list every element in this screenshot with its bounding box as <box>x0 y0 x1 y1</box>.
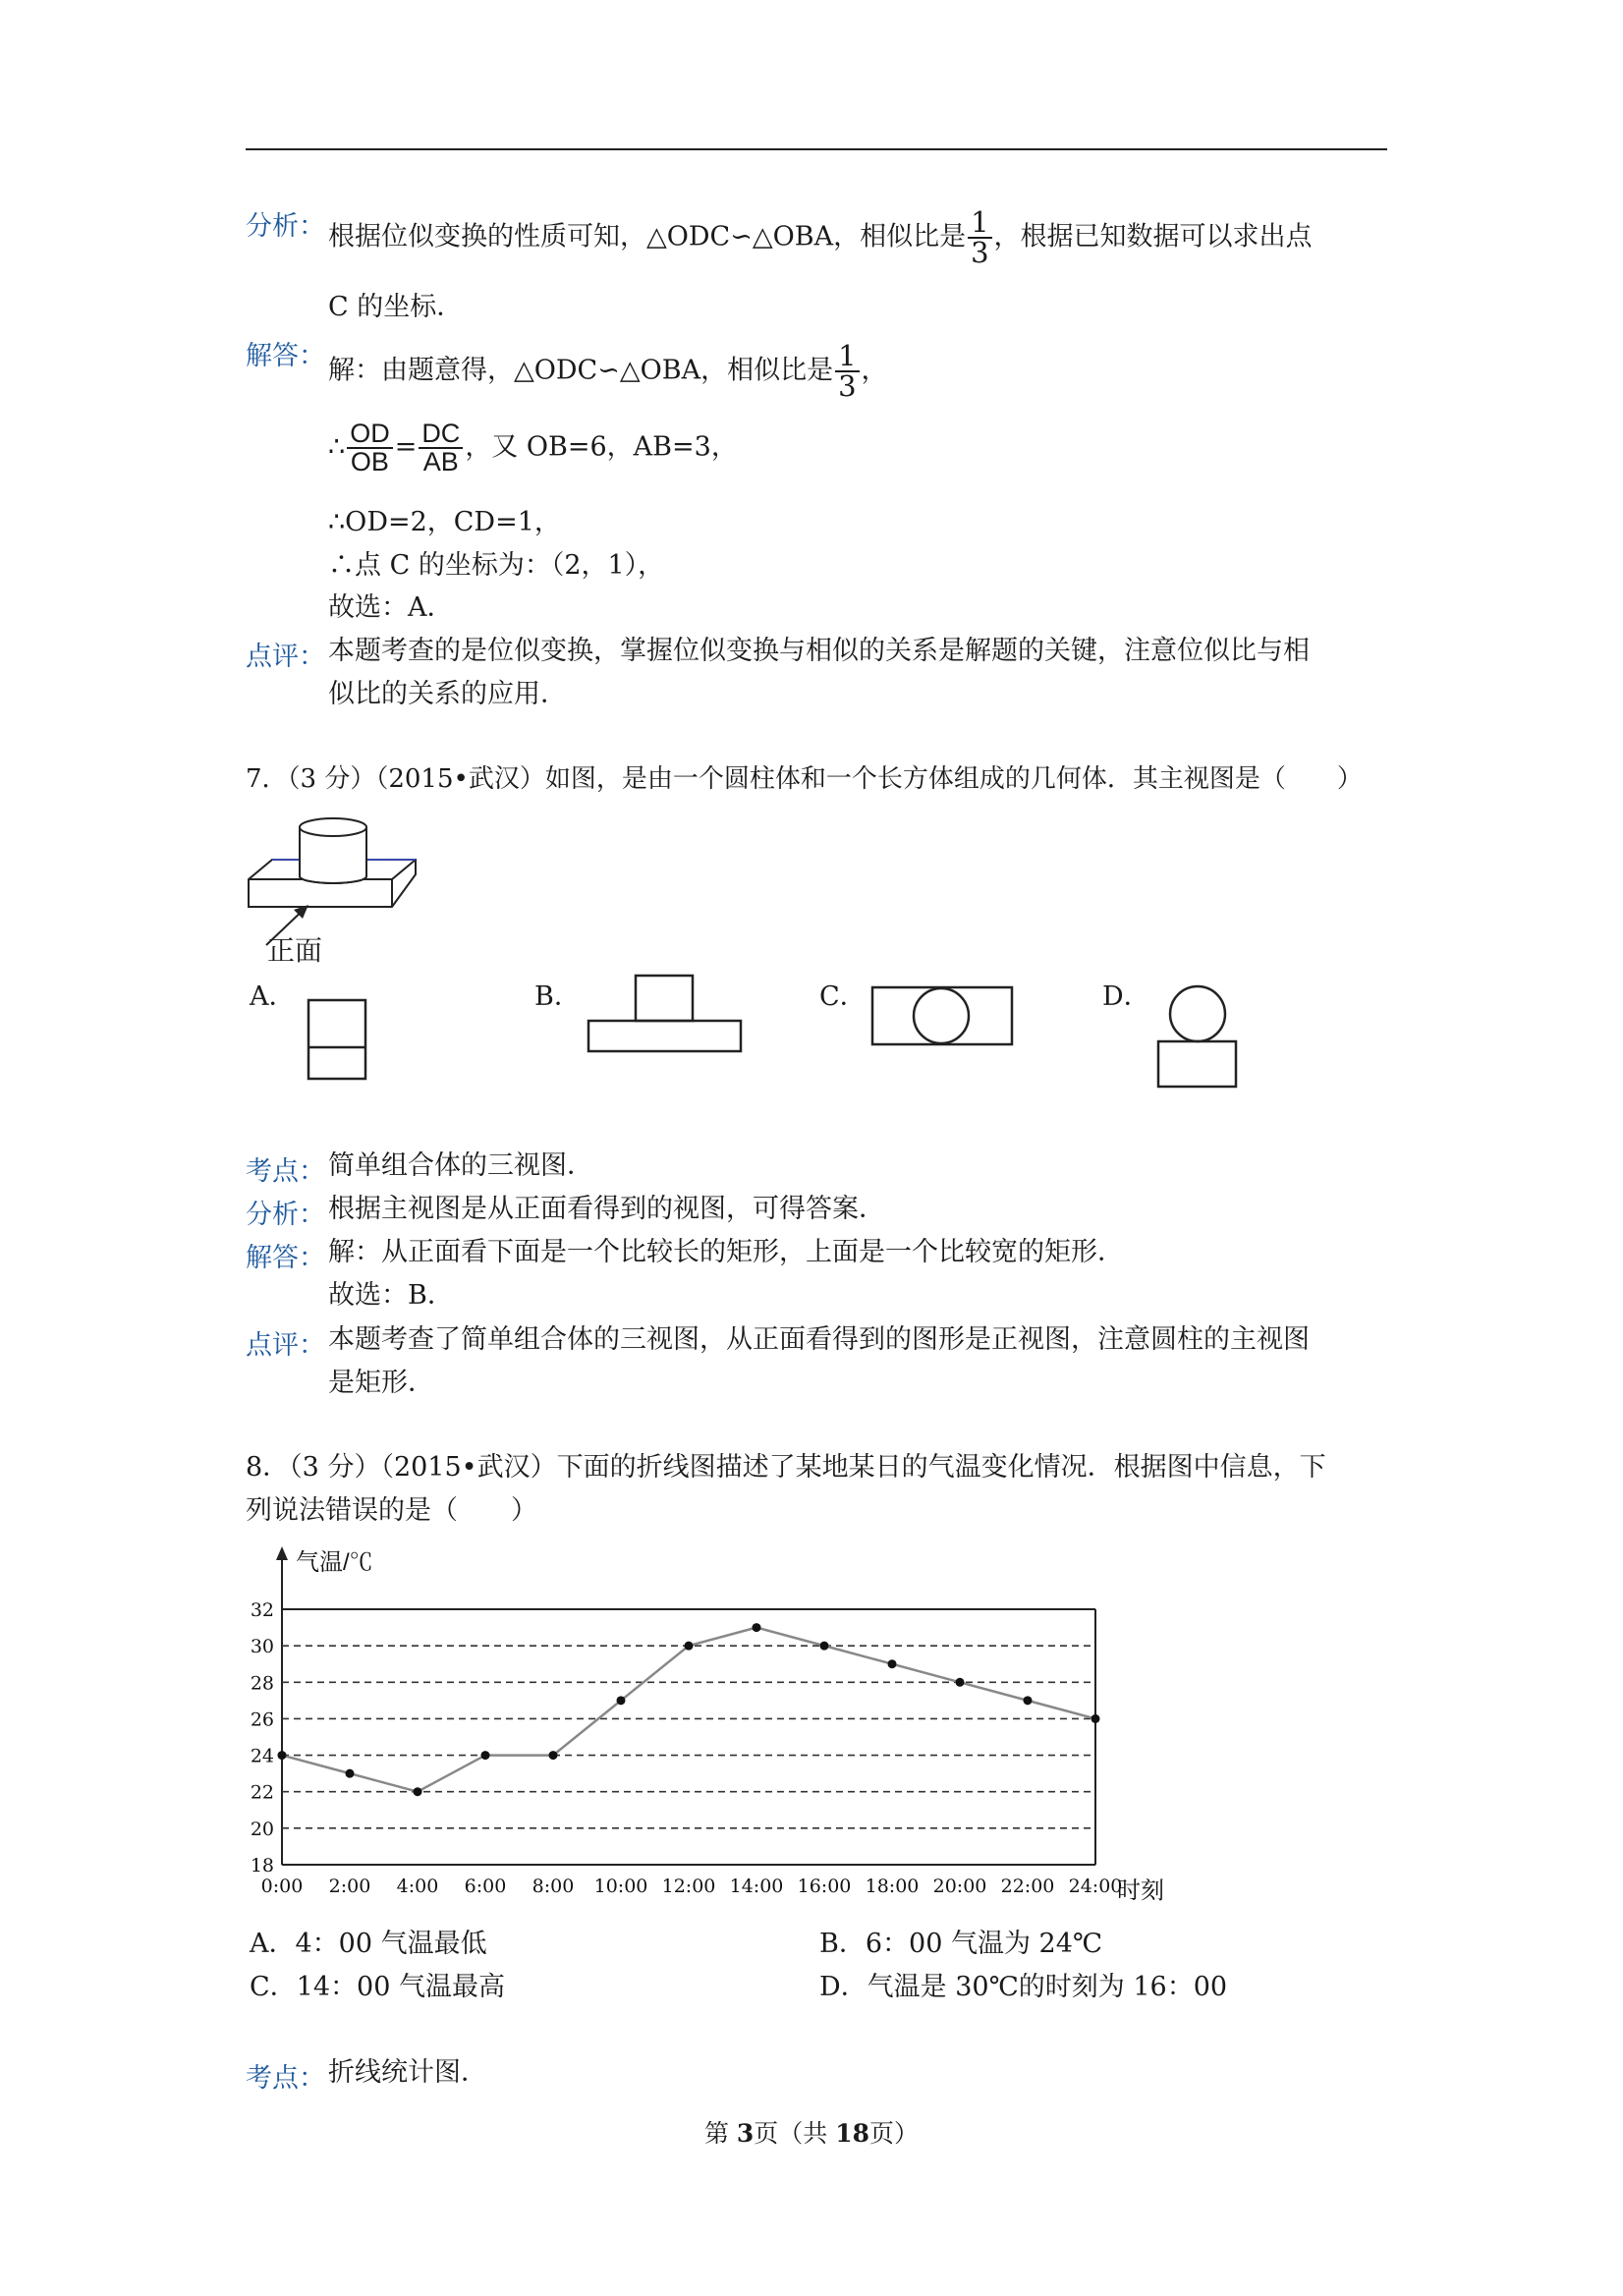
q6-comment-line1: 本题考查的是位似变换，掌握位似变换与相似的关系是解题的关键，注意位似比与相 <box>328 636 1310 666</box>
x-tick-label-4: 8:00 <box>532 1876 575 1897</box>
data-point-1 <box>346 1769 355 1778</box>
q7-comment-line1: 本题考查了简单组合体的三视图，从正面看得到的图形是正视图，注意圆柱的主视图 <box>328 1324 1310 1355</box>
q6-answer-line1 <box>328 339 888 403</box>
grid-lines <box>282 1646 1095 1828</box>
series-points <box>278 1623 1100 1796</box>
q8-option-d: D．气温是 30℃的时刻为 16：00 <box>819 1972 1228 2002</box>
x-tick-label-10: 20:00 <box>932 1876 987 1897</box>
x-tick-label-8: 16:00 <box>797 1876 852 1897</box>
x-tick-label-5: 10:00 <box>593 1876 648 1897</box>
y-tick-label-26: 26 <box>250 1708 274 1731</box>
fraction-od-ob <box>347 420 393 476</box>
option-c-rect <box>872 987 1012 1044</box>
x-tick-label-6: 12:00 <box>661 1876 716 1897</box>
footer-page-number: 3 <box>736 2119 755 2148</box>
q6-answer-line4: ∴点 C 的坐标为：（2，1）， <box>328 550 665 581</box>
footer-mid: 页（共 <box>754 2119 836 2148</box>
q6-answer-text-b2: ，又 OB=6，AB=3， <box>465 431 738 463</box>
option-d-figure <box>1155 984 1240 1091</box>
fraction-numerator: OD <box>350 419 390 448</box>
y-tick-label-32: 32 <box>250 1599 274 1621</box>
option-b-figure <box>587 973 744 1055</box>
fraction-one-third <box>968 205 991 269</box>
y-tick-label-18: 18 <box>250 1855 274 1876</box>
x-tick-label-9: 18:00 <box>865 1876 920 1897</box>
topic-label: 考点： <box>246 2063 325 2094</box>
option-c-circle <box>914 988 969 1043</box>
x-tick-label-1: 2:00 <box>328 1876 371 1897</box>
y-tick-label-22: 22 <box>250 1781 274 1804</box>
q8-option-a: A．4：00 气温最低 <box>250 1929 487 1959</box>
data-point-5 <box>617 1696 626 1705</box>
q7-answer-line1: 解：从正面看下面是一个比较长的矩形，上面是一个比较宽的矩形． <box>328 1237 1124 1267</box>
option-b-bottom-rect <box>588 1021 741 1051</box>
analysis-label: 分析： <box>246 1200 325 1230</box>
q6-analysis-text-b: ，根据已知数据可以求出点 <box>993 221 1313 252</box>
option-b-top-rect <box>636 976 693 1021</box>
footer-total-pages: 18 <box>835 2119 870 2148</box>
data-point-4 <box>549 1751 558 1760</box>
x-tick-label-2: 4:00 <box>396 1876 439 1897</box>
temperature-line-chart <box>241 1542 1184 1916</box>
option-b-label: B． <box>534 981 581 1012</box>
data-point-2 <box>414 1787 422 1796</box>
x-tick-label-12: 24:00 <box>1068 1876 1123 1897</box>
comment-label: 点评： <box>246 1330 325 1361</box>
data-point-6 <box>685 1642 694 1651</box>
q6-answer-text-a: 解：由题意得，△ODC∽△OBA，相似比是 <box>328 355 834 386</box>
y-tick-label-28: 28 <box>250 1672 274 1695</box>
option-d-rect <box>1158 1041 1236 1087</box>
y-tick-label-24: 24 <box>250 1745 274 1767</box>
cuboid-depth-edge <box>392 860 416 879</box>
data-point-3 <box>481 1751 490 1760</box>
q7-stem: 7．（3 分）（2015•武汉）如图，是由一个圆柱体和一个长方体组成的几何体．其主视图是（ ） <box>246 764 1363 794</box>
q8-stem-line1: 8．（3 分）（2015•武汉）下面的折线图描述了某地某日的气温变化情况．根据图中信息，下 <box>246 1452 1326 1483</box>
q8-option-c: C．14：00 气温最高 <box>250 1972 505 2002</box>
data-point-12 <box>1091 1714 1100 1723</box>
data-point-7 <box>753 1623 761 1632</box>
option-d-circle <box>1170 986 1225 1041</box>
cylinder-top <box>300 818 366 836</box>
fraction-denominator: AB <box>419 447 463 476</box>
option-a-figure <box>307 998 369 1083</box>
data-point-8 <box>820 1642 829 1651</box>
fraction-denominator: OB <box>347 447 393 476</box>
topic-label: 考点： <box>246 1156 325 1187</box>
footer-post: 页） <box>869 2119 920 2148</box>
answer-label: 解答： <box>246 341 325 371</box>
q7-topic: 简单组合体的三视图． <box>328 1150 593 1181</box>
x-tick-labels <box>261 1876 1123 1897</box>
y-tick-label-30: 30 <box>250 1636 274 1658</box>
option-a-label: A． <box>250 981 296 1012</box>
answer-label: 解答： <box>246 1243 325 1273</box>
x-tick-label-0: 0:00 <box>260 1876 304 1897</box>
q8-stem-line2: 列说法错误的是（ ） <box>246 1495 537 1526</box>
y-axis-arrow-icon <box>276 1546 288 1560</box>
option-d-label: D． <box>1102 981 1150 1012</box>
q8-topic: 折线统计图． <box>328 2057 487 2088</box>
front-label: 正面 <box>267 935 323 966</box>
y-tick-labels <box>251 1599 274 1876</box>
x-tick-label-11: 22:00 <box>1000 1876 1055 1897</box>
header-rule <box>246 148 1387 150</box>
y-axis-title: 气温/℃ <box>296 1549 373 1576</box>
data-point-11 <box>1024 1696 1033 1705</box>
q6-analysis-text-a: 根据位似变换的性质可知，△ODC∽△OBA，相似比是 <box>328 221 967 252</box>
x-tick-label-7: 14:00 <box>729 1876 784 1897</box>
q7-comment-line2: 是矩形． <box>328 1368 434 1398</box>
y-tick-label-20: 20 <box>250 1818 274 1840</box>
fraction-numerator: 1 <box>971 205 989 239</box>
q6-answer-line3: ∴OD=2，CD=1， <box>328 507 561 537</box>
data-point-9 <box>888 1659 897 1668</box>
equals-sign: = <box>394 431 418 463</box>
option-c-figure <box>870 984 1016 1049</box>
analysis-label: 分析： <box>246 211 325 242</box>
q7-answer-line2: 故选：B． <box>328 1280 454 1311</box>
q6-answer-line5: 故选：A． <box>328 592 454 623</box>
x-axis-title: 时刻 <box>1117 1877 1164 1904</box>
q6-analysis-line2: C 的坐标． <box>328 292 464 322</box>
comment-label: 点评： <box>246 642 325 672</box>
fraction-denominator: 3 <box>835 370 859 401</box>
fraction-dc-ab <box>419 420 463 476</box>
q6-analysis-line1 <box>328 205 1313 269</box>
data-point-10 <box>956 1678 965 1687</box>
fraction-denominator: 3 <box>968 237 991 267</box>
fraction-numerator: 1 <box>838 339 857 372</box>
fraction-one-third <box>835 339 859 403</box>
page-footer <box>0 2114 1623 2150</box>
x-tick-label-3: 6:00 <box>464 1876 507 1897</box>
q6-comment-line2: 似比的关系的应用． <box>328 679 567 709</box>
series-line <box>282 1628 1095 1792</box>
therefore-symbol: ∴ <box>328 431 346 463</box>
option-c-label: C． <box>819 981 867 1012</box>
fraction-numerator: DC <box>421 419 461 448</box>
q7-analysis: 根据主视图是从正面看得到的视图，可得答案． <box>328 1194 885 1224</box>
q6-answer-text-b: ， <box>861 355 888 386</box>
data-point-0 <box>278 1751 287 1760</box>
q8-option-b: B．6：00 气温为 24℃ <box>819 1929 1103 1959</box>
footer-pre: 第 <box>703 2119 737 2148</box>
option-a-rect <box>308 1000 365 1079</box>
q6-answer-line2 <box>328 420 738 476</box>
